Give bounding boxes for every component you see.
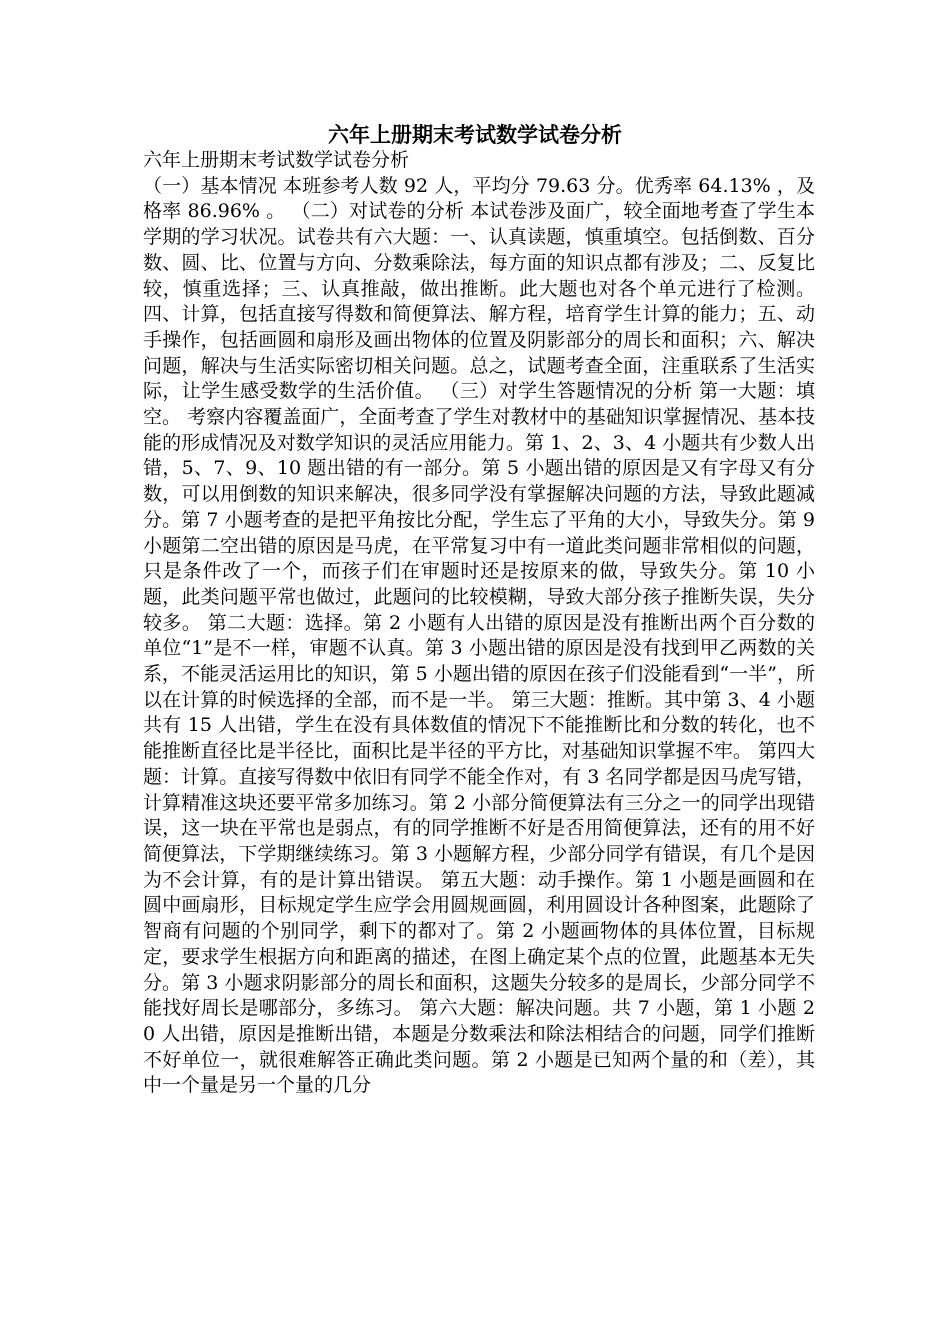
document-subtitle: 六年上册期末考试数学试卷分析 bbox=[143, 149, 410, 171]
document-title: 六年上册期末考试数学试卷分析 bbox=[328, 122, 622, 147]
document-paragraph: （一）基本情况 本班参考人数 92 人，平均分 79.63 分。优秀率 64.13% ，及格率 86.96% 。 （二）对试卷的分析 本试卷涉及面广，较全面地考查了学生本学期的学习状况。试卷共有六大题：一、认真读题，慎重填空。包括倒数、百分数、圆、比、位置与方向、分数乘除法，每方面的知识点都有涉及；二、反复比较，慎重选择；三、认真推敲，做出推断。此大题也对各个单元进行了检测。四、计算，包括直接写得数和简便算法、解方程，培育学生计算的能力；五、动手操作，包括画圆和扇形及画出物体的位置及阴影部分的周长和面积；六、解决问题，解决与生活实际密切相关问题。总之，试题考查全面，注重联系了生活实际，让学生感受数学的生活价值。 （三）对学生答题情况的分析 第一大题：填空。 考察内容覆盖面广，全面考查了学生对教材中的基础知识掌握情况、基本技能的形成情况及对数学知识的灵活应用能力。第 1、2、3、4 小题共有少数人出错，5、7、9、10 题出错的有一部分。第 5 小题出错的原因是又有字母又有分数，可以用倒数的知识来解决，很多同学没有掌握解决问题的方法，导致此题减分。第 7 小题考查的是把平角按比分配，学生忘了平角的大小，导致失分。第 9 小题第二空出错的原因是马虎，在平常复习中有一道此类问题非常相似的问题，只是条件改了一个，而孩子们在审题时还是按原来的做，导致失分。第 10 小题，此类问题平常也做过，此题问的比较模糊，导致大部分孩子推断失误，失分较多。 第二大题：选择。第 2 小题有人出错的原因是没有推断出两个百分数的单位“1”是不一样，审题不认真。第 3 小题出错的原因是没有找到甲乙两数的关系，不能灵活运用比的知识，第 5 小题出错的原因在孩子们没能看到“一半”，所以在计算的时候选择的全部，而不是一半。 第三大题：推断。其中第 3、4 小题共有 15 人出错，学生在没有具体数值的情况下不能推断比和分数的转化，也不能推断直径比是半径比，面积比是半径的平方比，对基础知识掌握不牢。 第四大题：计算。直接写得数中依旧有同学不能全作对，有 3 名同学都是因马虎写错，计算精准这块还要平常多加练习。第 2 小部分简便算法有三分之一的同学出现错误，这一块在平常也是弱点，有的同学推断不好是否用简便算法，还有的用不好简便算法，下学期继续练习。第 3 小题解方程，少部分同学有错误，有几个是因为不会计算，有的是计算出错误。 第五大题：动手操作。第 1 小题是画圆和在圆中画扇形，目标规定学生应学会用圆规画圆，利用圆设计各种图案，此题除了智商有问题的个别同学，剩下的都对了。第 2 小题画物体的具体位置，目标规定，要求学生根据方向和距离的描述，在图上确定某个点的位置，此题基本无失分。第 3 小题求阴影部分的周长和面积，这题失分较多的是周长，少部分同学不能找好周长是哪部分，多练习。 第六大题：解决问题。共 7 小题，第 1 小题 20 人出错，原因是推断出错，本题是分数乘法和除法相结合的问题，同学们推断不好单位一，就很难解答正确此类问题。第 2 小题是已知两个量的和（差），其中一个量是另一个量的几分 bbox=[143, 174, 815, 1097]
document-body bbox=[143, 148, 815, 1099]
